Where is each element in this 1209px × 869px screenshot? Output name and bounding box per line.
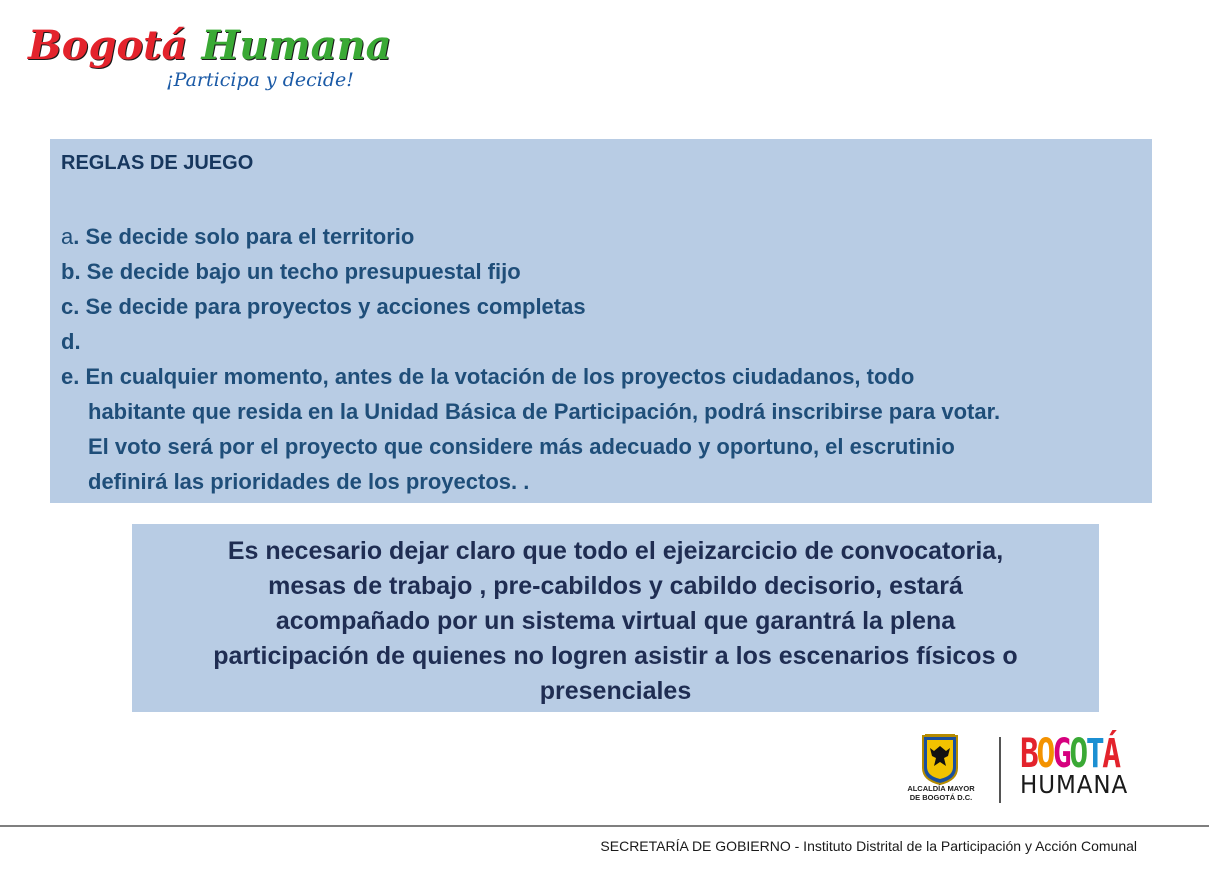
rule-item-e-line4: definirá las prioridades de los proyectos. . bbox=[88, 469, 530, 494]
logo-divider bbox=[999, 737, 1001, 803]
rule-item-b: b. Se decide bajo un techo presupuestal fijo bbox=[61, 259, 521, 284]
bh-logo-letter: O bbox=[1036, 731, 1053, 777]
rule-item-e-line3: El voto será por el proyecto que considere más adecuado y oportuno, el escrutinio bbox=[88, 434, 955, 459]
rule-item-c: c. Se decide para proyectos y acciones completas bbox=[61, 294, 586, 319]
note-line-4: participación de quienes no logren asistir a los escenarios físicos o bbox=[213, 642, 1018, 670]
rule-item-e: e. En cualquier momento, antes de la votación de los proyectos ciudadanos, todo bbox=[61, 364, 915, 389]
alcaldia-caption bbox=[898, 784, 984, 802]
note-line-3: acompañado por un sistema virtual que garantrá la plena bbox=[275, 607, 956, 635]
bh-logo-letter: T bbox=[1085, 731, 1103, 777]
rules-box bbox=[50, 139, 1152, 503]
note-line-2: mesas de trabajo , pre-cabildos y cabildo decisorio, estará bbox=[268, 572, 963, 600]
bh-logo-top-word bbox=[1020, 731, 1119, 777]
logo-tagline: ¡Participa y decide! bbox=[166, 69, 354, 91]
rules-title: REGLAS DE JUEGO bbox=[61, 152, 254, 174]
note-box bbox=[132, 524, 1099, 712]
note-line-5: presenciales bbox=[539, 677, 692, 705]
note-line-1: Es necesario dejar claro que todo el ejeizarcicio de convocatoria, bbox=[227, 537, 1004, 565]
logo-part-bogota: Bogotá bbox=[28, 22, 188, 69]
bh-logo-letter: O bbox=[1069, 731, 1086, 777]
footer-text: SECRETARÍA DE GOBIERNO - Instituto Distrital de la Participación y Acción Comunal bbox=[600, 838, 1137, 854]
bogota-humana-logo bbox=[28, 22, 392, 102]
bh-logo-letter: G bbox=[1052, 731, 1070, 777]
footer-divider bbox=[0, 825, 1209, 827]
bh-logo-bottom-word: HUMANA bbox=[1020, 770, 1129, 799]
logo-wordmark bbox=[28, 22, 392, 69]
rule-item-e-line2: habitante que resida en la Unidad Básica de Participación, podrá inscribirse para votar. bbox=[88, 399, 1001, 424]
bh-logo-letter: Á bbox=[1102, 731, 1119, 777]
alcaldia-line-1: ALCALDÍA MAYOR bbox=[907, 784, 975, 793]
rule-item-d: d. bbox=[61, 329, 81, 354]
alcaldia-line-2: DE BOGOTÁ D.C. bbox=[909, 793, 973, 802]
bh-logo-letter: B bbox=[1020, 731, 1037, 777]
logo-part-humana: Humana bbox=[201, 22, 392, 69]
rule-item-a: a. Se decide solo para el territorio bbox=[61, 224, 415, 249]
bogota-humana-brand-logo bbox=[1020, 731, 1147, 799]
